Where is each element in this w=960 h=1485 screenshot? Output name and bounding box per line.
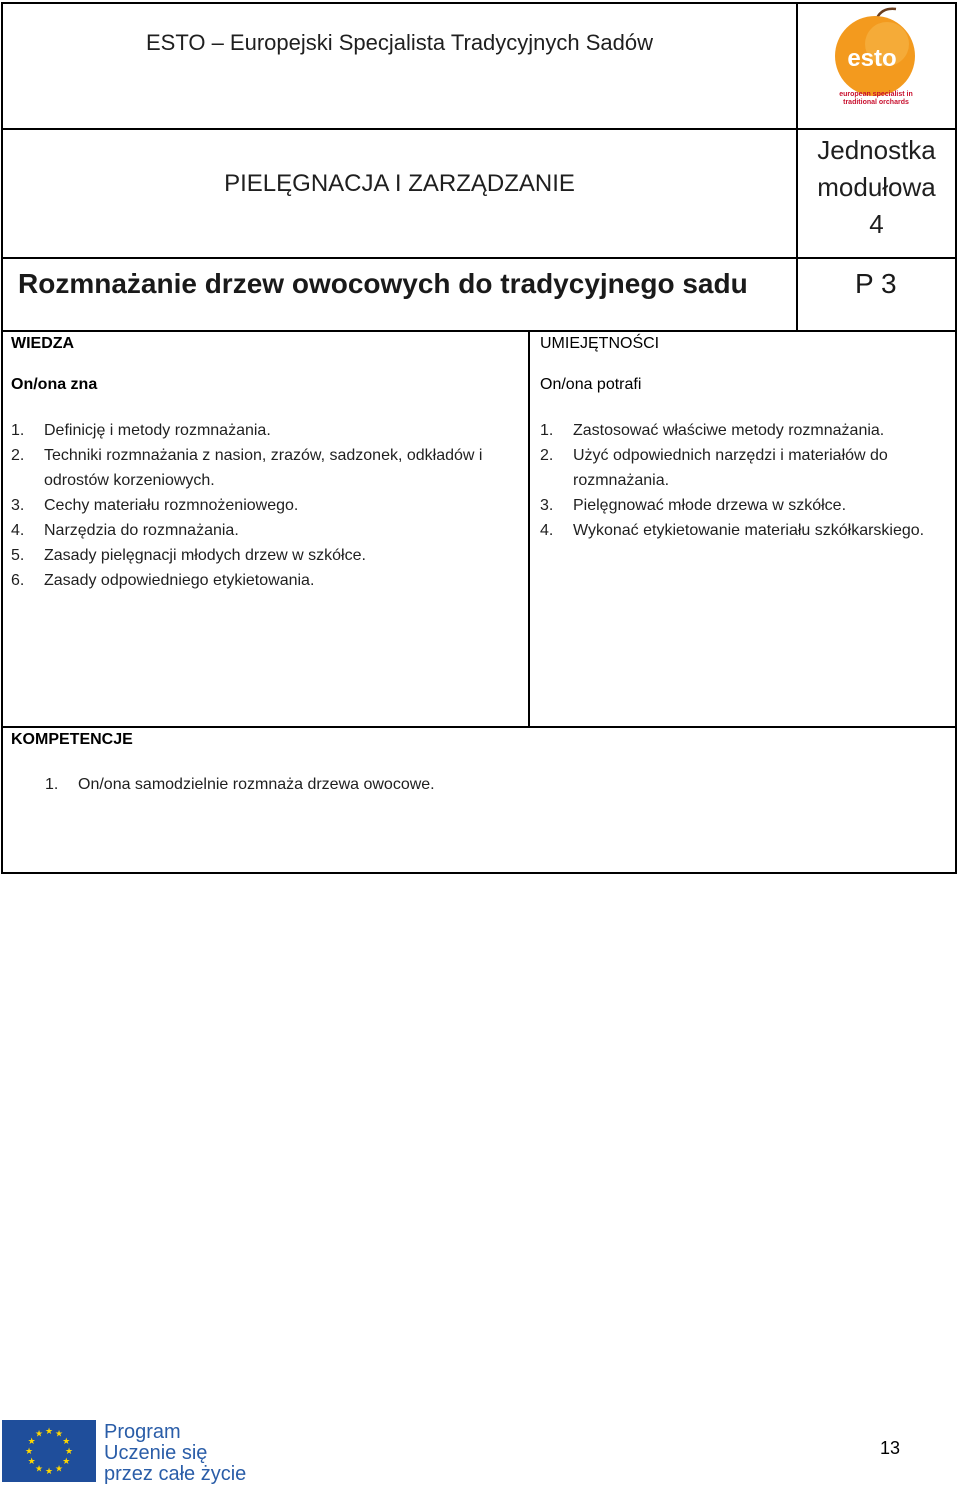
item-number: 1. [45, 776, 59, 793]
eu-star-icon: ★ [34, 1429, 44, 1440]
eu-star-icon: ★ [27, 1437, 36, 1447]
document-header-title: ESTO – Europejski Specjalista Tradycyjnych Sadów [145, 30, 654, 55]
rule-competences [1, 726, 957, 728]
skills-item [540, 443, 930, 493]
item-number: 3. [11, 497, 25, 514]
item-text: Cechy materiału rozmnożeniowego. [44, 497, 299, 514]
competences-item [45, 772, 645, 797]
eu-star-icon: ★ [64, 1447, 74, 1457]
logo-wordmark: esto [847, 45, 897, 72]
eu-star-icon: ★ [27, 1457, 36, 1467]
eu-star-icon: ★ [34, 1464, 44, 1475]
border-top [1, 2, 957, 4]
knowledge-subheading: On/ona zna [11, 376, 98, 393]
lifelong-learning-programme-logo [2, 1418, 262, 1484]
skills-heading: UMIEJĘTNOŚCI [540, 335, 660, 352]
item-number: 1. [540, 422, 554, 439]
item-number: 1. [11, 422, 25, 439]
program-line3: przez całe życie [104, 1463, 247, 1484]
item-number: 3. [540, 497, 554, 514]
esto-logo [832, 6, 918, 108]
rule-middle-column [528, 330, 530, 728]
rule-module [1, 257, 957, 259]
knowledge-item [11, 493, 511, 518]
eu-star-icon: ★ [62, 1457, 71, 1467]
item-text: Zasady pielęgnacji młodych drzew w szkółce. [44, 547, 366, 564]
module-unit-line2: modułowa [817, 172, 936, 202]
item-number: 6. [11, 572, 25, 589]
item-number: 4. [540, 522, 554, 539]
rule-topic [1, 330, 957, 332]
competences-list [45, 772, 645, 797]
border-left [1, 2, 3, 874]
skills-item [540, 518, 930, 543]
eu-star-icon: ★ [54, 1429, 64, 1440]
item-number: 2. [540, 447, 554, 464]
border-right [955, 2, 957, 874]
item-text: Pielęgnować młode drzewa w szkółce. [573, 497, 847, 514]
logo-tagline-line2: traditional orchards [843, 99, 909, 106]
skills-list [540, 418, 930, 543]
item-text: Narzędzia do rozmnażania. [44, 522, 239, 539]
knowledge-item [11, 518, 511, 543]
item-text: Zastosować właściwe metody rozmnażania. [573, 422, 885, 439]
eu-star-icon: ★ [44, 1427, 54, 1437]
item-text: Zasady odpowiedniego etykietowania. [44, 572, 315, 589]
knowledge-item [11, 418, 511, 443]
item-text: Wykonać etykietowanie materiału szkółkarskiego. [573, 522, 925, 539]
item-number: 2. [11, 447, 25, 464]
page-number: 13 [880, 1438, 901, 1458]
item-text: Użyć odpowiednich narzędzi i materiałów do rozmnażania. [573, 447, 888, 489]
eu-star-icon: ★ [24, 1447, 34, 1457]
knowledge-item [11, 568, 511, 593]
border-bottom [1, 872, 957, 874]
competences-heading: KOMPETENCJE [11, 731, 133, 748]
item-number: 5. [11, 547, 25, 564]
eu-star-icon: ★ [62, 1437, 71, 1447]
knowledge-item [11, 443, 511, 493]
item-text: Techniki rozmnażania z nasion, zrazów, sadzonek, odkładów i odrostów korzeniowych. [44, 447, 483, 489]
module-unit-line1: Jednostka [817, 135, 936, 165]
eu-star-icon: ★ [54, 1464, 64, 1475]
rule-header [1, 128, 957, 130]
module-title: PIELĘGNACJA I ZARZĄDZANIE [224, 170, 575, 197]
knowledge-list [11, 418, 511, 593]
skills-item [540, 418, 930, 443]
module-unit [799, 132, 954, 243]
module-unit-number: 4 [869, 209, 884, 239]
skills-subheading: On/ona potrafi [540, 376, 642, 393]
knowledge-heading: WIEDZA [11, 335, 75, 352]
program-line2: Uczenie się [104, 1442, 208, 1464]
program-line1: Program [104, 1421, 181, 1443]
item-text: Definicję i metody rozmnażania. [44, 422, 271, 439]
knowledge-item [11, 543, 511, 568]
topic-code: P 3 [855, 268, 897, 299]
item-number: 4. [11, 522, 25, 539]
skills-item [540, 493, 930, 518]
topic-title: Rozmnażanie drzew owocowych do tradycyjnego sadu [18, 268, 748, 299]
eu-star-icon: ★ [44, 1467, 54, 1477]
item-text: On/ona samodzielnie rozmnaża drzewa owocowe. [78, 776, 435, 793]
logo-tagline-line1: european specialist in [839, 91, 913, 98]
